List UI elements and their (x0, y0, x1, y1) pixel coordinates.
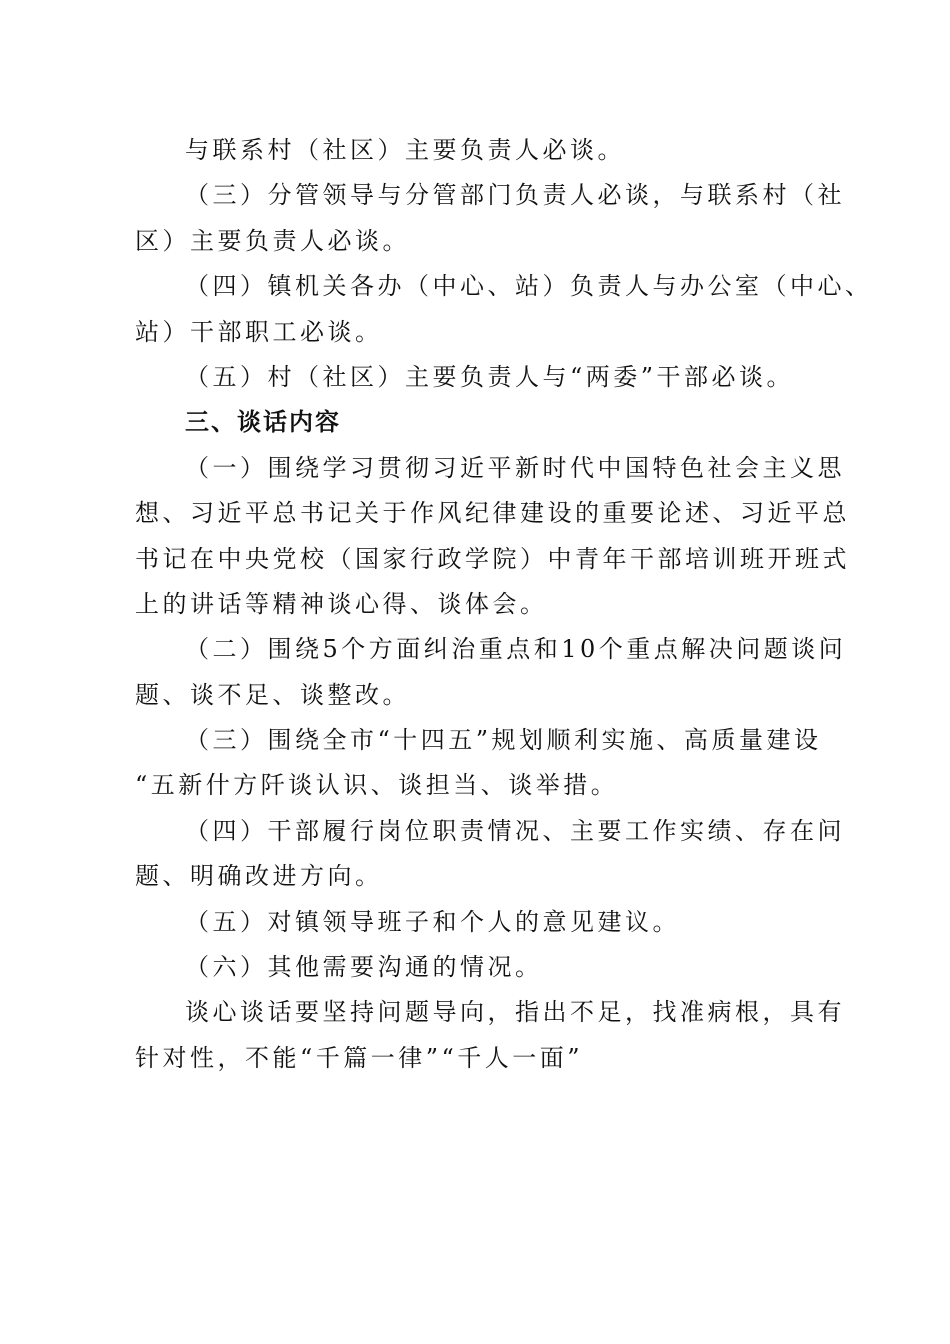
text-line: （三）围绕全市“十四五”规划顺利实施、高质量建设 (185, 726, 822, 755)
text-line: 上的讲话等精神谈心得、谈体会。 (135, 589, 548, 618)
text-line: 谈心谈话要坚持问题导向，指出不足，找准病根，具有 (185, 998, 845, 1027)
text-line: 题、明确改进方向。 (135, 862, 383, 891)
text-line: “五新什方阡谈认识、谈担当、谈举措。 (135, 771, 619, 800)
text-line: 与联系村（社区）主要负责人必谈。 (185, 136, 625, 164)
text-line: （四）镇机关各办（中心、站）负责人与办公室（中心、 (185, 272, 873, 301)
text-line: （五）对镇领导班子和个人的意见建议。 (185, 907, 680, 936)
text-line: （五）村（社区）主要负责人与“两委”干部必谈。 (185, 362, 795, 391)
text-line: 区）主要负责人必谈。 (135, 226, 410, 255)
text-line: 想、习近平总书记关于作风纪律建设的重要论述、习近平总 (135, 499, 850, 528)
text-line: （六）其他需要沟通的情况。 (185, 953, 543, 982)
text-line: 书记在中央党校（国家行政学院）中青年干部培训班开班式 (135, 544, 850, 573)
text-line: （三）分管领导与分管部门负责人必谈，与联系村（社 (185, 181, 845, 210)
text-line: 题、谈不足、谈整改。 (135, 680, 410, 709)
text-line: （一）围绕学习贯彻习近平新时代中国特色社会主义思 (185, 453, 845, 482)
text-line: （二）围绕5个方面纠治重点和10个重点解决问题谈问 (185, 635, 847, 664)
text-line: 站）干部职工必谈。 (135, 317, 383, 346)
section-heading: 三、谈话内容 (185, 408, 341, 437)
text-line: （四）干部履行岗位职责情况、主要工作实绩、存在问 (185, 816, 845, 845)
text-line: 针对性，不能“千篇一律”“千人一面” (135, 1043, 584, 1072)
document-body (135, 128, 873, 1081)
